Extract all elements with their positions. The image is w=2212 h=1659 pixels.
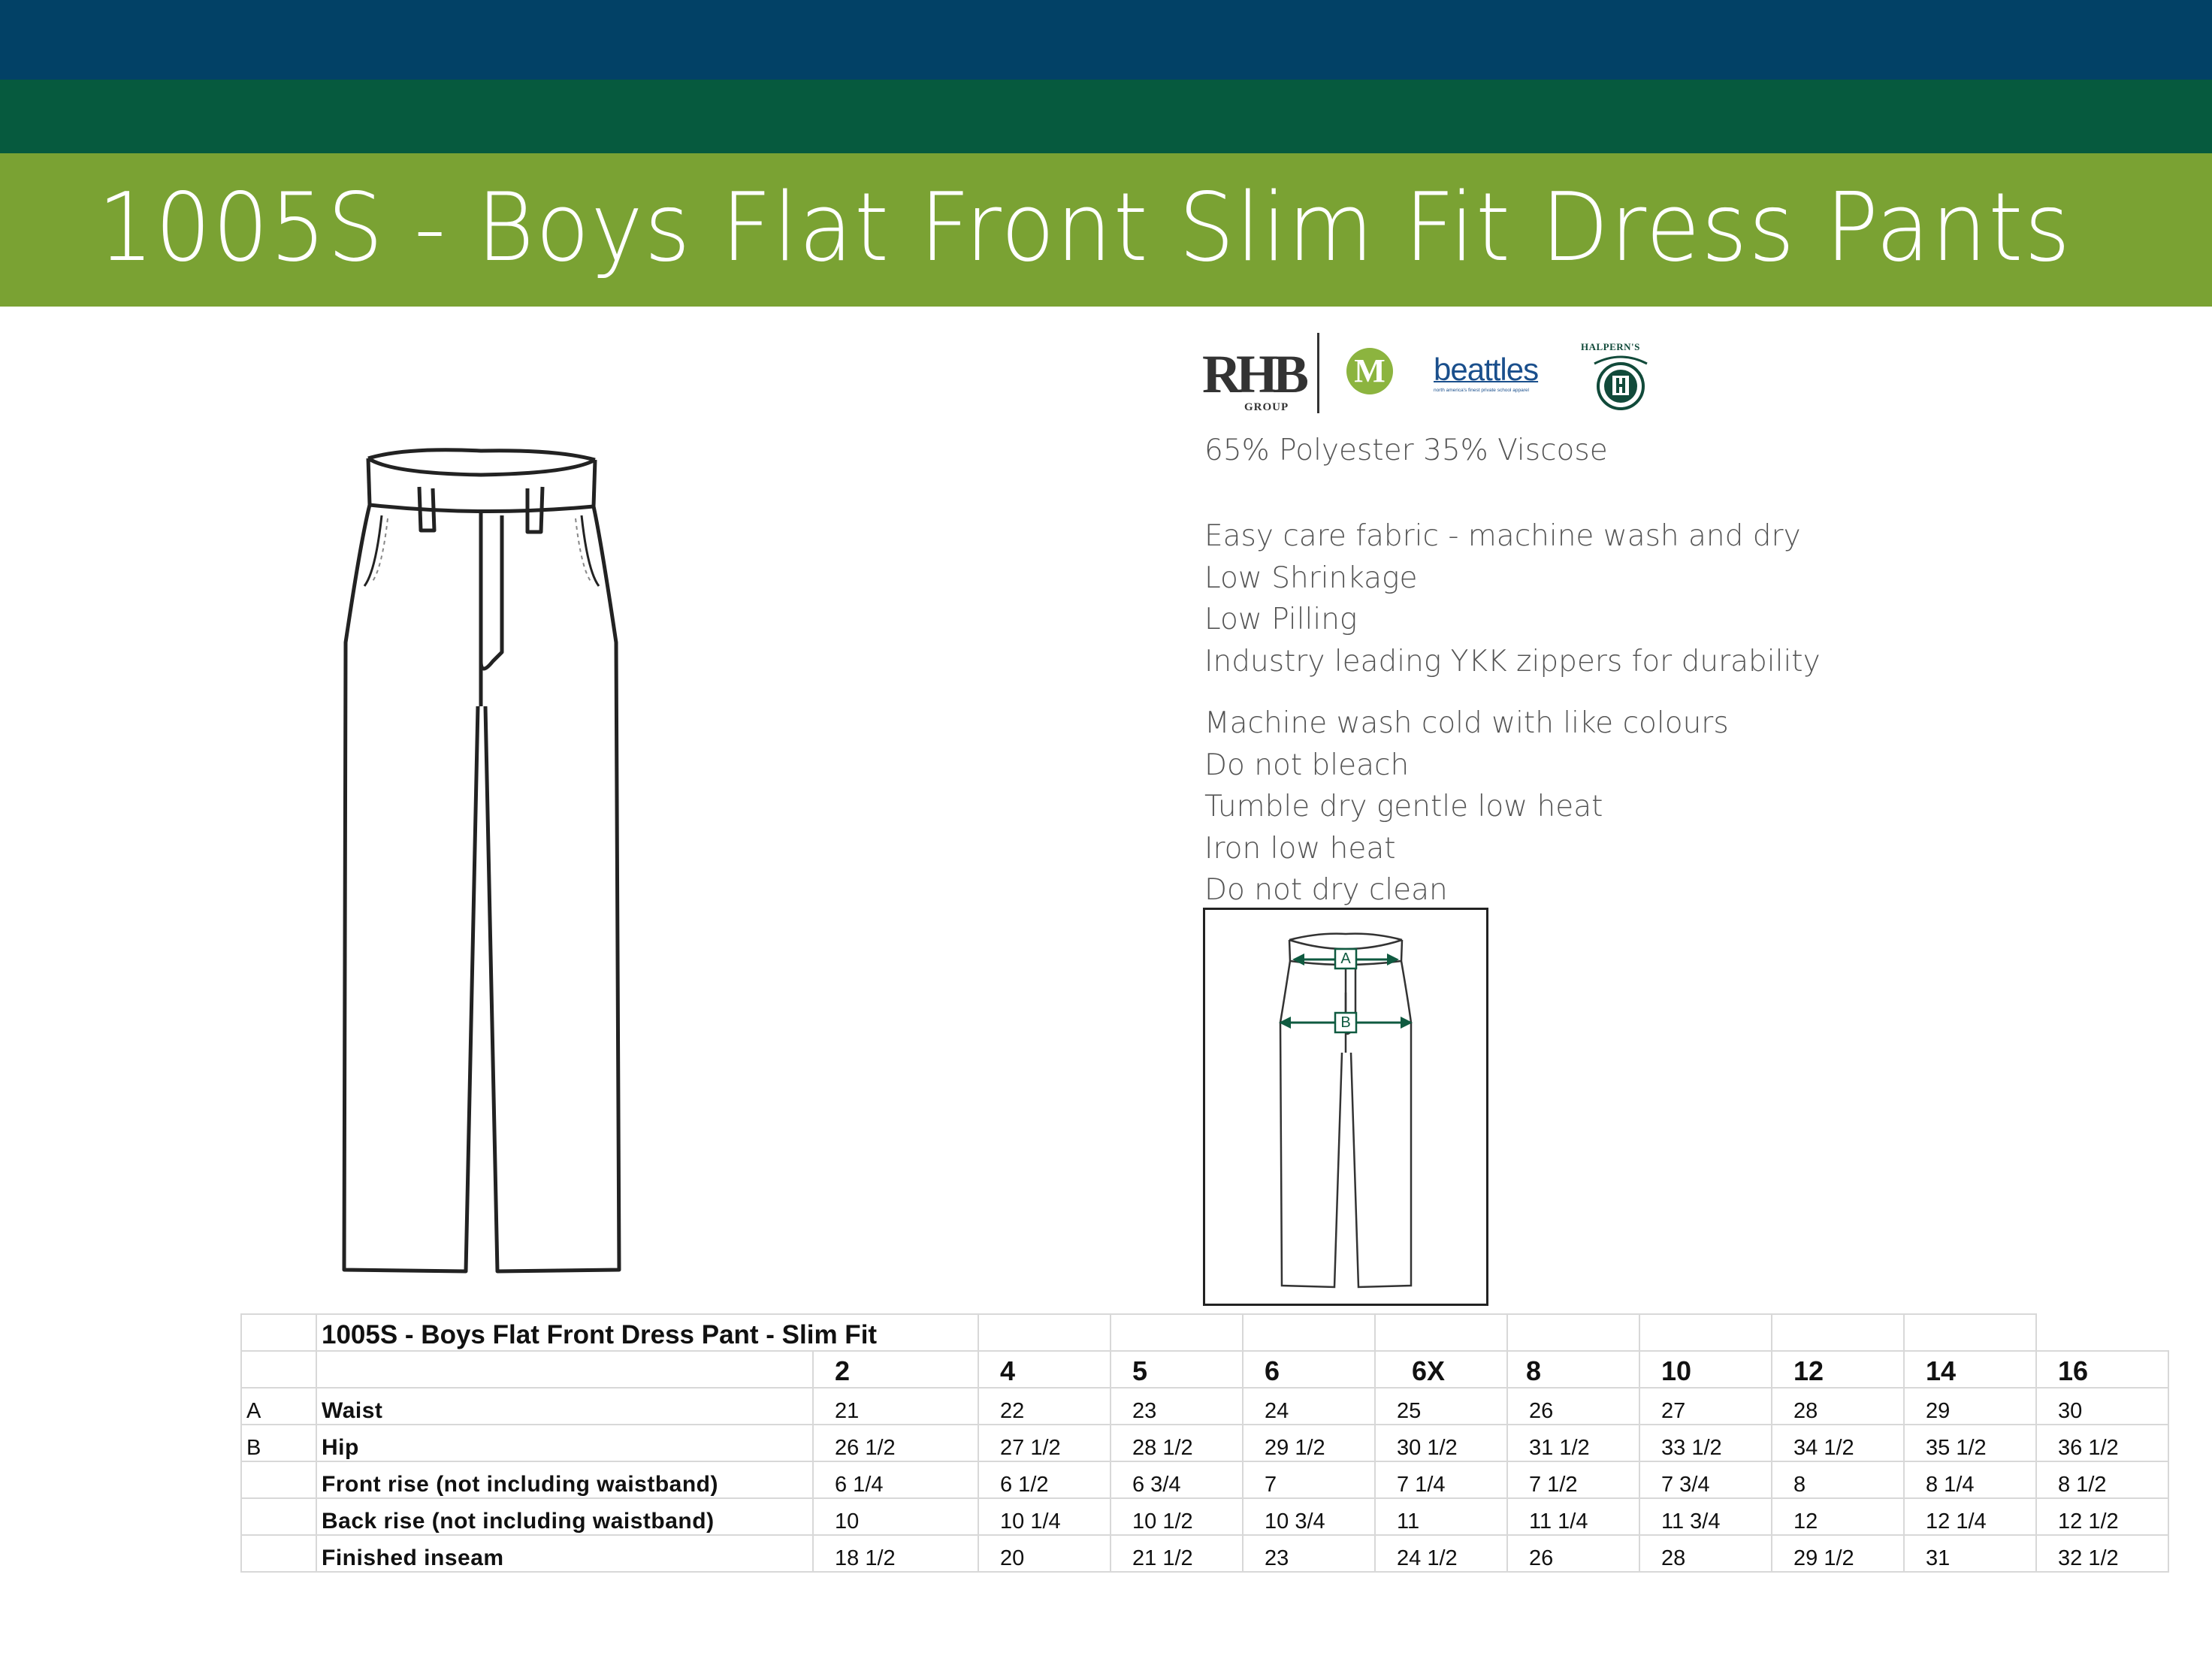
measurement-diagram	[1203, 908, 1488, 1306]
rhb-logo-subtext: GROUP	[1244, 401, 1289, 413]
brand-logos	[1202, 331, 1668, 413]
table-row	[241, 1461, 2168, 1498]
table-cell: 7 1/4	[1375, 1461, 1507, 1498]
table-cell: 8 1/2	[2036, 1461, 2168, 1498]
row-label: Waist	[316, 1388, 813, 1425]
table-cell: 29 1/2	[1772, 1535, 1904, 1572]
fabric-composition: 65% Polyester 35% Viscose	[1204, 434, 1608, 467]
table-cell: 31 1/2	[1507, 1425, 1639, 1461]
feature-item: Easy care fabric - machine wash and dry	[1204, 519, 1801, 553]
table-cell: 10 3/4	[1243, 1498, 1375, 1535]
care-item: Tumble dry gentle low heat	[1204, 790, 1603, 823]
row-label: Hip	[316, 1425, 813, 1461]
table-cell: 28	[1772, 1388, 1904, 1425]
header-band-blue	[0, 0, 2212, 80]
table-cell: 8	[1772, 1461, 1904, 1498]
care-item: Do not bleach	[1204, 748, 1410, 782]
care-list	[1204, 703, 1729, 911]
table-cell: 7 1/2	[1507, 1461, 1639, 1498]
table-cell: 23	[1111, 1388, 1243, 1425]
table-cell: 32 1/2	[2036, 1535, 2168, 1572]
table-row	[241, 1535, 2168, 1572]
table-cell: 27 1/2	[978, 1425, 1111, 1461]
table-cell: 10 1/2	[1111, 1498, 1243, 1535]
table-cell: 7 3/4	[1639, 1461, 1772, 1498]
rhb-group-logo	[1202, 344, 1304, 415]
m-logo-letter: M	[1354, 352, 1386, 389]
table-cell: 28 1/2	[1111, 1425, 1243, 1461]
row-code: A	[241, 1388, 316, 1425]
table-cell	[1507, 1314, 1639, 1351]
table-cell: 8 1/4	[1904, 1461, 2036, 1498]
table-cell: 30 1/2	[1375, 1425, 1507, 1461]
size-header: 6	[1243, 1351, 1375, 1388]
feature-item: Low Shrinkage	[1204, 561, 1418, 595]
table-cell: 29 1/2	[1243, 1425, 1375, 1461]
table-row	[241, 1425, 2168, 1461]
size-chart-title-row	[241, 1314, 2168, 1351]
beattles-tagline: north america's finest private school apparel	[1434, 388, 1529, 393]
table-cell: 26	[1507, 1388, 1639, 1425]
table-cell: 11	[1375, 1498, 1507, 1535]
table-cell	[316, 1351, 813, 1388]
table-cell	[241, 1314, 316, 1351]
size-header: 14	[1904, 1351, 2036, 1388]
care-item: Machine wash cold with like colours	[1204, 706, 1729, 740]
size-header: 16	[2036, 1351, 2168, 1388]
size-header: 4	[978, 1351, 1111, 1388]
size-chart-table	[240, 1313, 2169, 1573]
size-header: 8	[1507, 1351, 1639, 1388]
table-cell: 31	[1904, 1535, 2036, 1572]
logo-divider	[1317, 333, 1319, 413]
table-cell: 24 1/2	[1375, 1535, 1507, 1572]
pants-flat-sketch	[331, 443, 631, 1285]
table-cell: 6 1/2	[978, 1461, 1111, 1498]
table-cell: 27	[1639, 1388, 1772, 1425]
feature-item: Industry leading YKK zippers for durability	[1204, 644, 1821, 678]
care-item: Do not dry clean	[1204, 873, 1448, 907]
size-header: 5	[1111, 1351, 1243, 1388]
beattles-logo	[1434, 353, 1554, 398]
table-cell: 30	[2036, 1388, 2168, 1425]
halperns-logo	[1578, 341, 1664, 413]
table-cell: 11 3/4	[1639, 1498, 1772, 1535]
row-code	[241, 1498, 316, 1535]
table-cell: 18 1/2	[813, 1535, 978, 1572]
row-label: Back rise (not including waistband)	[316, 1498, 813, 1535]
table-cell	[1111, 1314, 1243, 1351]
row-label: Front rise (not including waistband)	[316, 1461, 813, 1498]
table-cell: 34 1/2	[1772, 1425, 1904, 1461]
table-cell: 12	[1772, 1498, 1904, 1535]
table-cell: 6 1/4	[813, 1461, 978, 1498]
m-logo	[1345, 346, 1395, 396]
table-cell: 6 3/4	[1111, 1461, 1243, 1498]
table-cell: 36 1/2	[2036, 1425, 2168, 1461]
table-cell: 24	[1243, 1388, 1375, 1425]
feature-list	[1204, 515, 1821, 682]
table-cell	[1243, 1314, 1375, 1351]
row-code: B	[241, 1425, 316, 1461]
size-header-row	[241, 1351, 2168, 1388]
size-chart-title: 1005S - Boys Flat Front Dress Pant - Slim Fit	[316, 1314, 978, 1351]
size-header: 12	[1772, 1351, 1904, 1388]
table-cell: 25	[1375, 1388, 1507, 1425]
size-header: 10	[1639, 1351, 1772, 1388]
table-cell: 10 1/4	[978, 1498, 1111, 1535]
page-title: 1005S - Boys Flat Front Slim Fit Dress Pants	[98, 172, 2072, 283]
table-row	[241, 1388, 2168, 1425]
halperns-logo-text: HALPERN'S	[1581, 341, 1640, 352]
table-cell	[241, 1351, 316, 1388]
table-cell: 33 1/2	[1639, 1425, 1772, 1461]
measure-label-a: A	[1340, 950, 1351, 967]
table-cell: 35 1/2	[1904, 1425, 2036, 1461]
table-cell: 22	[978, 1388, 1111, 1425]
care-item: Iron low heat	[1204, 831, 1396, 866]
table-cell: 28	[1639, 1535, 1772, 1572]
table-cell: 26	[1507, 1535, 1639, 1572]
beattles-logo-text: beattles	[1434, 352, 1539, 387]
table-cell: 7	[1243, 1461, 1375, 1498]
header-band-green	[0, 80, 2212, 153]
table-cell: 21	[813, 1388, 978, 1425]
row-code	[241, 1535, 316, 1572]
table-cell: 11 1/4	[1507, 1498, 1639, 1535]
table-row	[241, 1498, 2168, 1535]
table-cell: 21 1/2	[1111, 1535, 1243, 1572]
table-cell: 12 1/2	[2036, 1498, 2168, 1535]
table-cell: 29	[1904, 1388, 2036, 1425]
size-header: 6X	[1375, 1351, 1507, 1388]
size-header: 2	[813, 1351, 978, 1388]
table-cell	[978, 1314, 1111, 1351]
table-cell: 12 1/4	[1904, 1498, 2036, 1535]
row-label: Finished inseam	[316, 1535, 813, 1572]
table-cell: 10	[813, 1498, 978, 1535]
table-cell	[1772, 1314, 1904, 1351]
table-cell	[1375, 1314, 1507, 1351]
row-code	[241, 1461, 316, 1498]
feature-item: Low Pilling	[1204, 603, 1358, 636]
table-cell: 20	[978, 1535, 1111, 1572]
measure-label-b: B	[1340, 1014, 1351, 1031]
table-cell	[1639, 1314, 1772, 1351]
rhb-logo-text: RHB	[1202, 344, 1304, 404]
table-cell: 26 1/2	[813, 1425, 978, 1461]
table-cell: 23	[1243, 1535, 1375, 1572]
table-cell	[1904, 1314, 2036, 1351]
